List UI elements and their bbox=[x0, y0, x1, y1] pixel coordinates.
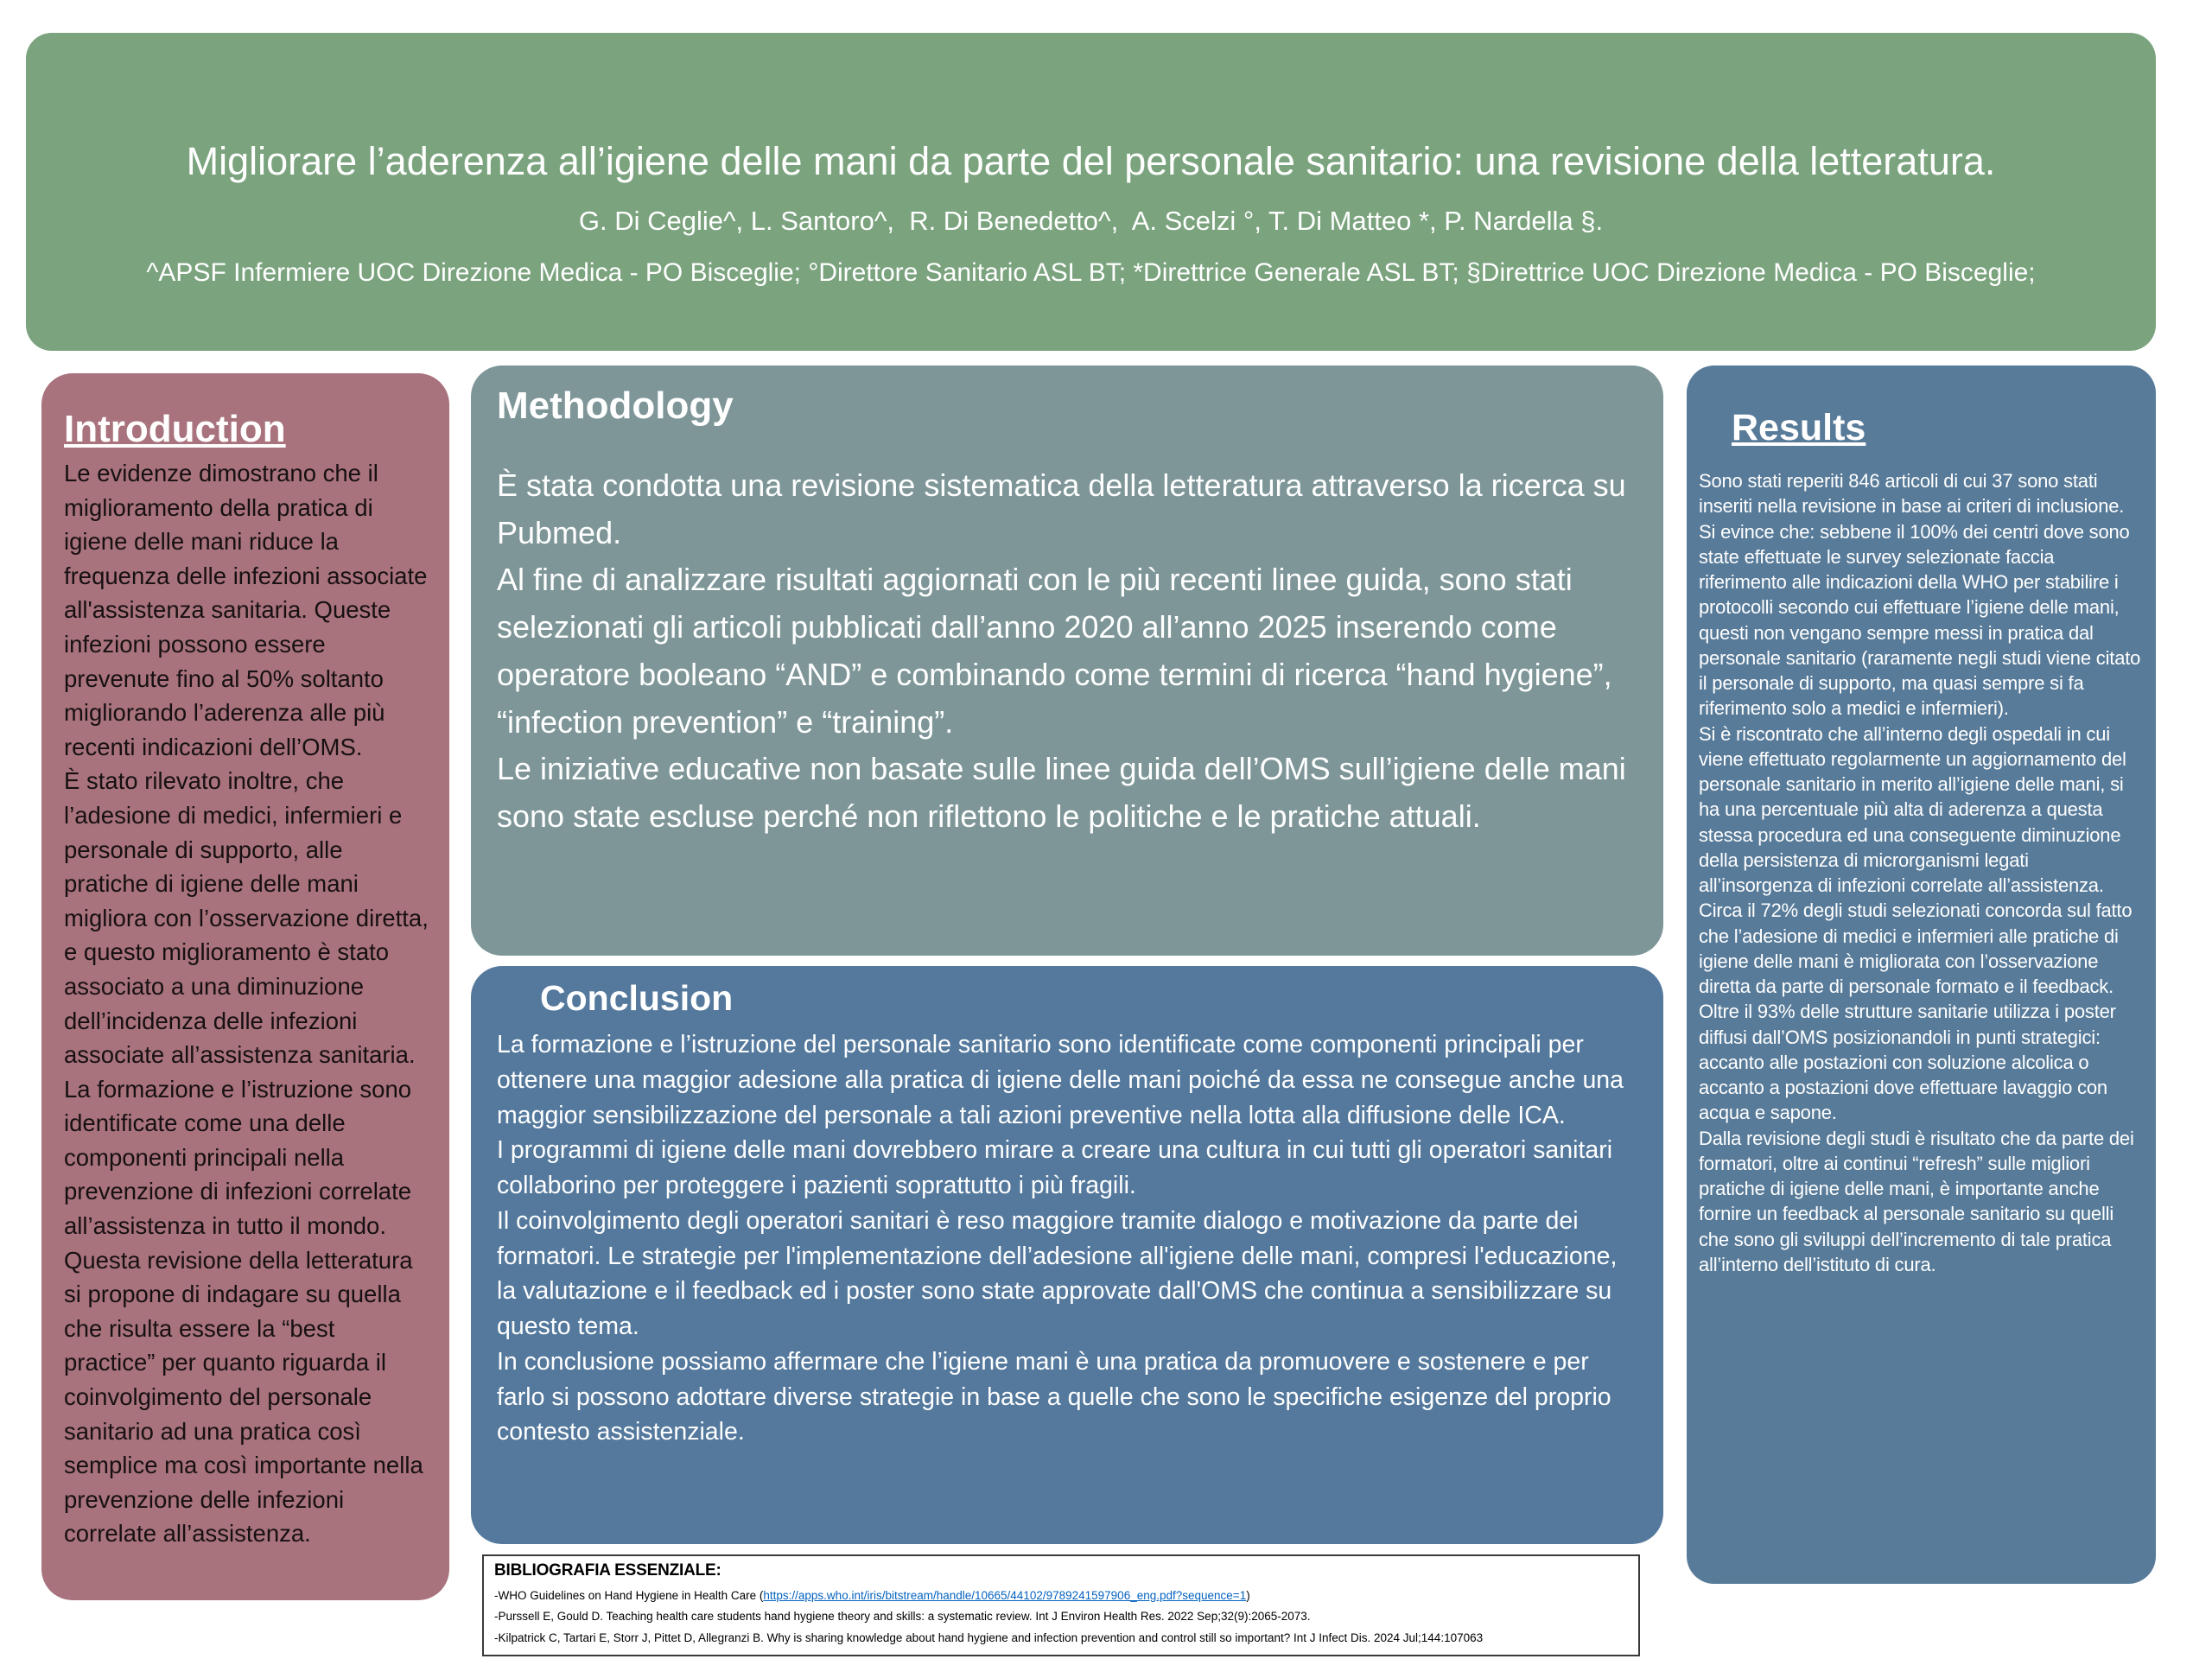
bibliography-list bbox=[494, 1586, 1628, 1649]
conclusion-paragraph: La formazione e l’istruzione del personale sanitario sono identificate come componenti principali per ottenere una maggior adesione alla pratica di igiene delle mani poiché da essa ne consegue anche una maggior sensibilizzazione del personale a tali azioni preventive nella lotta alla diffusione delle ICA. bbox=[497, 1031, 1624, 1129]
methodology-paragraph: È stata condotta una revisione sistematica della letteratura attraverso la ricerca su Pubmed. bbox=[497, 467, 1626, 550]
methodology-body bbox=[497, 462, 1637, 841]
conclusion-paragraph: In conclusione possiamo affermare che l’igiene mani è una pratica da promuovere e sostenere e per farlo si possono adottare diverse strategie in base a quelle che sono le specifiche esigenze del proprio contesto assistenziale. bbox=[497, 1347, 1611, 1446]
bibliography-item-text: -WHO Guidelines on Hand Hygiene in Health Care ( bbox=[494, 1589, 764, 1602]
conclusion-paragraph: I programmi di igiene delle mani dovrebbero mirare a creare una cultura in cui tutti gli operatori sanitari collaborino per proteggere i pazienti soprattutto i più fragili. bbox=[497, 1136, 1613, 1199]
conclusion-body bbox=[497, 1027, 1639, 1450]
methodology-heading: Methodology bbox=[497, 385, 734, 427]
introduction-body bbox=[64, 456, 431, 1551]
results-panel bbox=[1687, 365, 2156, 1584]
bibliography-box bbox=[482, 1554, 1640, 1656]
conclusion-panel bbox=[471, 966, 1663, 1544]
results-paragraph: Sono stati reperiti 846 articoli di cui 37 sono stati inseriti nella revisione in base ai criteri di inclusione. bbox=[1699, 470, 2125, 518]
header-banner bbox=[26, 33, 2156, 351]
results-paragraph: Si è riscontrato che all’interno degli ospedali in cui viene effettuato regolarmente un aggiornamento del personale sanitario in merito all’igiene delle mani, si ha una percentuale più alta di aderenza a questa stessa procedura ed una conseguente diminuzione della persistenza di microrganismi legati all’insorgenza di infezioni correlate all’assistenza. bbox=[1699, 722, 2126, 896]
bibliography-item: -Kilpatrick C, Tartari E, Storr J, Pittet D, Allegranzi B. Why is sharing knowledge about hand hygiene and infection prevention and control still so important? Int J Infect Dis. 2024 Jul;144:107063 bbox=[494, 1630, 1484, 1644]
results-heading: Results bbox=[1732, 407, 1866, 448]
methodology-paragraph: Al fine di analizzare risultati aggiornati con le più recenti linee guida, sono stati selezionati gli articoli pubblicati dall’anno 2020 all’anno 2025 inserendo come operatore booleano “AND” e combinando come termini di ricerca “hand hygiene”, “infection prevention” e “training”. bbox=[497, 562, 1612, 740]
results-body bbox=[1699, 468, 2144, 1277]
bibliography-item-text: ) bbox=[1246, 1589, 1250, 1602]
introduction-heading: Introduction bbox=[64, 408, 286, 450]
introduction-paragraph: La formazione e l’istruzione sono identificate come una delle componenti principali nella prevenzione di infezioni correlate all’assistenza in tutto il mondo. Questa revisione della letteratura si propone di indagare su quella che risulta essere la “best practice” per quanto riguarda il coinvolgimento del personale sanitario ad una pratica così semplice ma così importante nella prevenzione delle infezioni correlate all’assistenza. bbox=[64, 1075, 423, 1548]
results-paragraph: Oltre il 93% delle strutture sanitarie utilizza i poster diffusi dall’OMS posizionandoli in punti strategici: accanto alle postazioni con soluzione alcolica o accanto a postazioni dove effettuare lavaggio con acqua e sapone. bbox=[1699, 1001, 2116, 1124]
poster-authors: G. Di Ceglie^, L. Santoro^, R. Di Benedetto^, A. Scelzi °, T. Di Matteo *, P. Nardella §. bbox=[578, 206, 1604, 236]
poster-affiliations: ^APSF Infermiere UOC Direzione Medica - PO Bisceglie; °Direttore Sanitario ASL BT; *Direttrice Generale ASL BT; §Direttrice UOC Direzione Medica - PO Bisceglie; bbox=[146, 258, 2036, 287]
results-paragraph: Si evince che: sebbene il 100% dei centri dove sono state effettuate le survey selezionate faccia riferimento alle indicazioni della WHO per stabilire i protocolli secondo cui effettuare l’igiene delle mani, questi non vengano sempre messi in pratica dal personale sanitario (raramente negli studi viene citato il personale di supporto, ma quasi sempre si fa riferimento solo a medici e infermieri). bbox=[1699, 520, 2141, 720]
results-paragraph: Dalla revisione degli studi è risultato che da parte dei formatori, oltre ai continui “refresh” sulle migliori pratiche di igiene delle mani, è importante anche fornire un feedback al personale sanitario su quelli che sono gli sviluppi dell’incremento di tale pratica all’interno dell’istituto di cura. bbox=[1699, 1127, 2134, 1275]
poster-title: Migliorare l’aderenza all’igiene delle mani da parte del personale sanitario: una revisione della letteratura. bbox=[186, 139, 1996, 183]
conclusion-heading: Conclusion bbox=[540, 978, 734, 1018]
conclusion-paragraph: Il coinvolgimento degli operatori sanitari è reso maggiore tramite dialogo e motivazione da parte dei formatori. Le strategie per l'implementazione dell’adesione all'igiene delle mani, compresi l'educazione, la valutazione e il feedback ed i poster sono state approvate dall'OMS che continua a sensibilizzare su questo tema. bbox=[497, 1206, 1618, 1340]
introduction-paragraph: Le evidenze dimostrano che il miglioramento della pratica di igiene delle mani riduce la frequenza delle infezioni associate all'assistenza sanitaria. Queste infezioni possono essere prevenute fino al 50% soltanto migliorando l’aderenza alle più recenti indicazioni dell’OMS. bbox=[64, 460, 428, 760]
bibliography-item: -Purssell E, Gould D. Teaching health care students hand hygiene theory and skills: a systematic review. Int J Environ Health Res. 2022 Sep;32(9):2065-2073. bbox=[494, 1610, 1311, 1624]
methodology-paragraph: Le iniziative educative non basate sulle linee guida dell’OMS sull’igiene delle mani sono state escluse perché non riflettono le politiche e le pratiche attuali. bbox=[497, 751, 1626, 835]
bibliography-heading: BIBLIOGRAFIA ESSENZIALE: bbox=[494, 1561, 721, 1580]
bibliography-item bbox=[494, 1586, 1628, 1606]
introduction-paragraph: È stato rilevato inoltre, che l’adesione di medici, infermieri e personale di supporto, alle pratiche di igiene delle mani migliora con l’osservazione diretta, e questo miglioramento è stato associato a una diminuzione dell’incidenza delle infezioni associate all’assistenza sanitaria. bbox=[64, 767, 429, 1069]
introduction-panel bbox=[41, 373, 449, 1600]
bibliography-link[interactable]: https://apps.who.int/iris/bitstream/handle/10665/44102/9789241597906_eng.pdf?sequence=1 bbox=[763, 1589, 1247, 1602]
results-paragraph: Circa il 72% degli studi selezionati concorda sul fatto che l’adesione di medici e infermieri alle pratiche di igiene delle mani è migliorata con l’osservazione diretta da parte di personale formato e il feedback. bbox=[1699, 899, 2133, 997]
methodology-panel bbox=[471, 365, 1663, 956]
